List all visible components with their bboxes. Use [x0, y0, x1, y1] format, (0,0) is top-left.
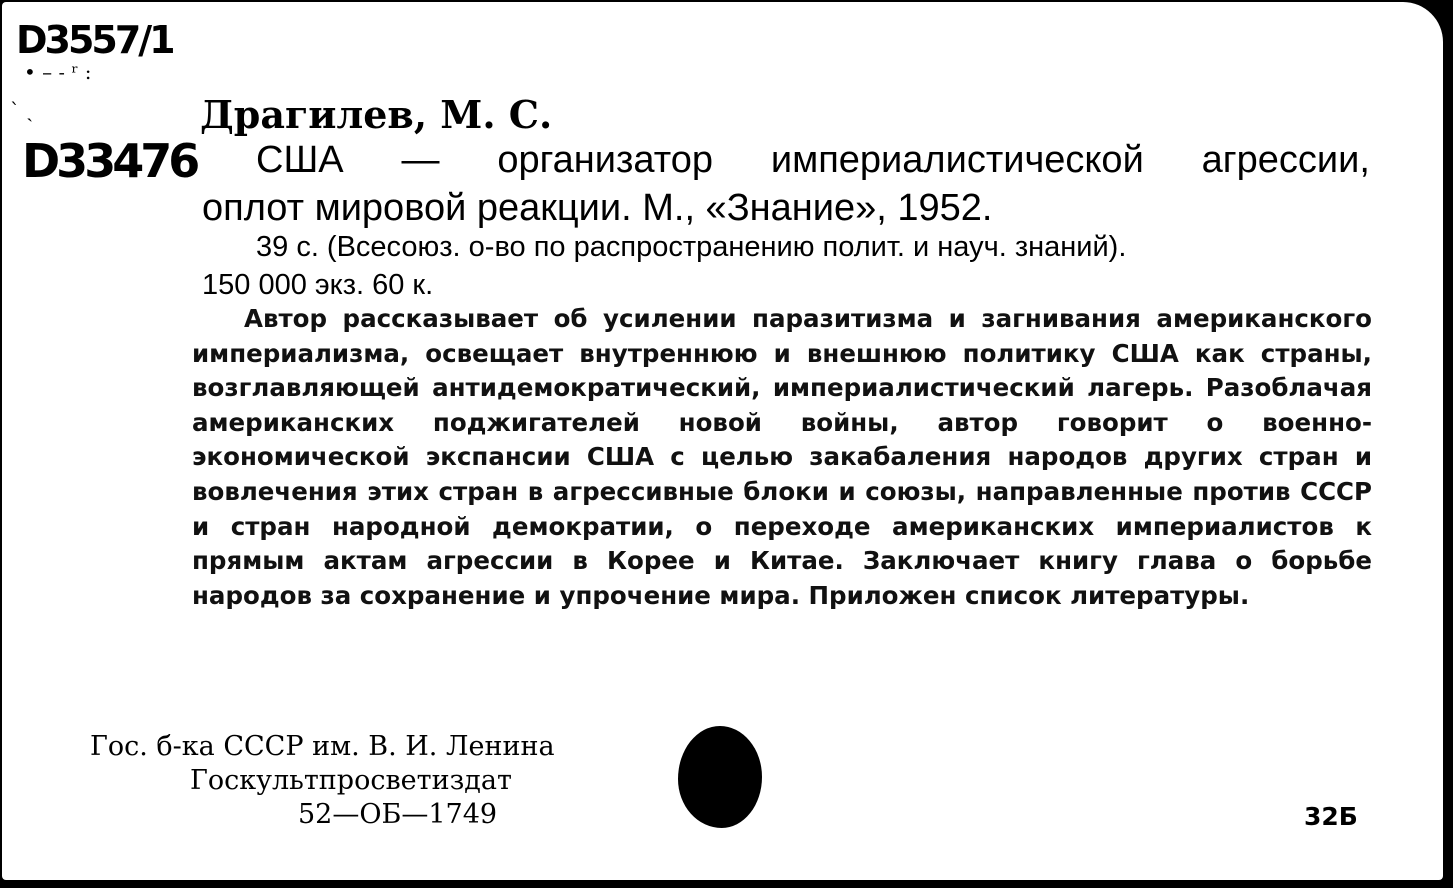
- handwritten-marks: • – ˗ ʳ :: [24, 60, 92, 84]
- card-code: 32Б: [1304, 802, 1358, 831]
- library-name: Гос. б-ка СССР им. В. И. Ленина: [90, 731, 555, 762]
- book-title: [202, 136, 1370, 232]
- title-word: империалистической: [770, 139, 1144, 181]
- pages-series-line: 39 с. (Всесоюз. о-во по распространению полит. и науч. знаний).: [256, 231, 1127, 263]
- title-line-2: оплот мировой реакции. М., «Знание», 1952.: [202, 187, 993, 229]
- handwritten-ticks: ˋ ˏ: [10, 98, 34, 122]
- title-word: —: [401, 139, 440, 181]
- publisher-name: Госкультпросветиздат: [190, 765, 512, 796]
- print-run-price: 150 000 экз. 60 к.: [202, 269, 434, 301]
- author-heading: Драгилев, М. С.: [200, 92, 553, 137]
- title-line-1: [202, 136, 1370, 184]
- punch-hole: [678, 726, 762, 828]
- title-word: организатор: [497, 139, 713, 181]
- handwritten-inventory-number: D33476: [22, 134, 197, 188]
- title-word: агрессии,: [1201, 139, 1370, 181]
- catalog-card: [2, 2, 1443, 880]
- library-imprint: [90, 730, 555, 832]
- title-word: США: [256, 139, 344, 181]
- annotation-text: Автор рассказывает об усилении паразитизма и загнивания американского империализма, освещает внутреннюю и внешнюю политику США как страны, возглавляющей антидемократический, империалистический лагерь. Разоблачая американских поджигателей новой войны, автор говорит о военно-экономической экспансии США с целью закабаления народов других стран и вовлечения этих стран в агрессивные блоки и союзы, направленные против СССР и стран народной демократии, о переходе американских империалистов к прямым актам агрессии в Корее и Китае. Заключает книгу глава о борьбе народов за сохранение и упрочение мира. Приложен список литературы.: [192, 304, 1372, 610]
- publication-details: [202, 228, 1370, 304]
- handwritten-call-number: D3557/1: [16, 18, 173, 62]
- card-order-number: 52—ОБ—1749: [298, 799, 498, 830]
